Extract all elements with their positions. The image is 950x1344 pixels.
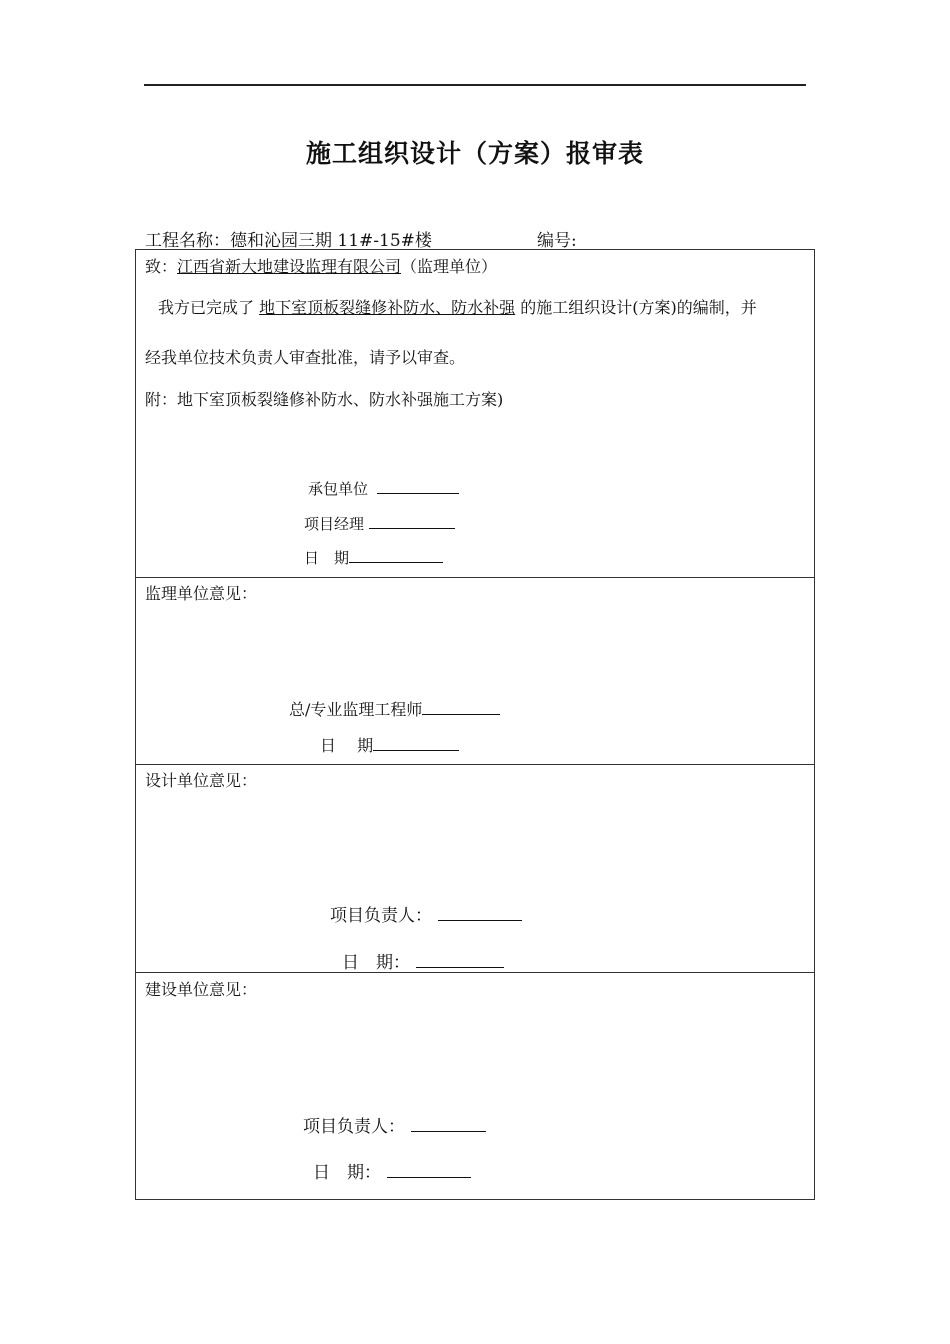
contractor-date-label: 日 期 bbox=[304, 549, 350, 567]
design-person-label: 项目负责人： bbox=[330, 906, 432, 926]
statement-suffix: 的施工组织设计(方案)的编制，并 bbox=[520, 298, 757, 317]
header-rule bbox=[144, 84, 806, 86]
statement-line-2: 经我单位技术负责人审查批准，请予以审查。 bbox=[145, 348, 466, 367]
contractor-unit-label: 承包单位 bbox=[308, 480, 369, 498]
supervisor-engineer-label: 总/专业监理工程师 bbox=[289, 700, 423, 719]
design-person-blank[interactable] bbox=[438, 906, 522, 921]
design-section bbox=[135, 764, 815, 973]
supervision-date-blank[interactable] bbox=[373, 736, 459, 751]
project-subject: 地下室顶板裂缝修补防水、防水补强 bbox=[259, 298, 516, 317]
addressee-line bbox=[145, 254, 497, 277]
statement-line-1 bbox=[158, 295, 757, 318]
addressee-prefix: 致： bbox=[145, 257, 178, 276]
owner-person-sign bbox=[303, 1112, 486, 1137]
owner-date-blank[interactable] bbox=[387, 1163, 471, 1178]
project-name: 德和沁园三期 11#-15#楼 bbox=[230, 231, 432, 251]
contractor-date-blank[interactable] bbox=[349, 548, 443, 563]
owner-heading: 建设单位意见： bbox=[145, 980, 258, 999]
contractor-date-sign bbox=[304, 547, 443, 568]
owner-person-label: 项目负责人： bbox=[303, 1117, 405, 1137]
project-manager-label: 项目经理 bbox=[304, 515, 365, 533]
design-date-label: 日 期： bbox=[342, 953, 410, 973]
statement-prefix: 我方已完成了 bbox=[158, 298, 255, 317]
owner-date-label: 日 期： bbox=[313, 1163, 381, 1183]
project-name-line bbox=[145, 226, 432, 251]
owner-section bbox=[135, 972, 815, 1200]
project-manager-blank[interactable] bbox=[369, 514, 455, 529]
owner-person-blank[interactable] bbox=[411, 1117, 486, 1132]
design-date-blank[interactable] bbox=[416, 953, 504, 968]
design-date-sign bbox=[342, 948, 504, 973]
design-person-sign bbox=[330, 901, 522, 926]
supervisor-engineer-blank[interactable] bbox=[422, 700, 500, 715]
owner-date-sign bbox=[313, 1158, 471, 1183]
contractor-unit-blank[interactable] bbox=[377, 479, 459, 494]
contractor-section bbox=[135, 249, 815, 578]
attachment-line: 附：地下室顶板裂缝修补防水、防水补强施工方案) bbox=[145, 390, 504, 409]
project-label: 工程名称： bbox=[145, 231, 230, 251]
supervisor-company: 江西省新大地建设监理有限公司 bbox=[177, 257, 402, 276]
supervision-heading: 监理单位意见： bbox=[145, 584, 258, 603]
supervision-date-sign bbox=[320, 733, 459, 756]
page-title: 施工组织设计（方案）报审表 bbox=[305, 139, 644, 168]
contractor-unit-sign bbox=[308, 478, 459, 499]
supervision-section bbox=[135, 577, 815, 765]
supervision-date-label: 日 期 bbox=[320, 736, 374, 755]
design-heading: 设计单位意见： bbox=[145, 771, 258, 790]
supervisor-suffix: （监理单位） bbox=[401, 257, 498, 276]
supervisor-engineer-sign bbox=[289, 697, 500, 720]
number-label: 编号: bbox=[537, 231, 577, 251]
project-manager-sign bbox=[304, 513, 455, 534]
